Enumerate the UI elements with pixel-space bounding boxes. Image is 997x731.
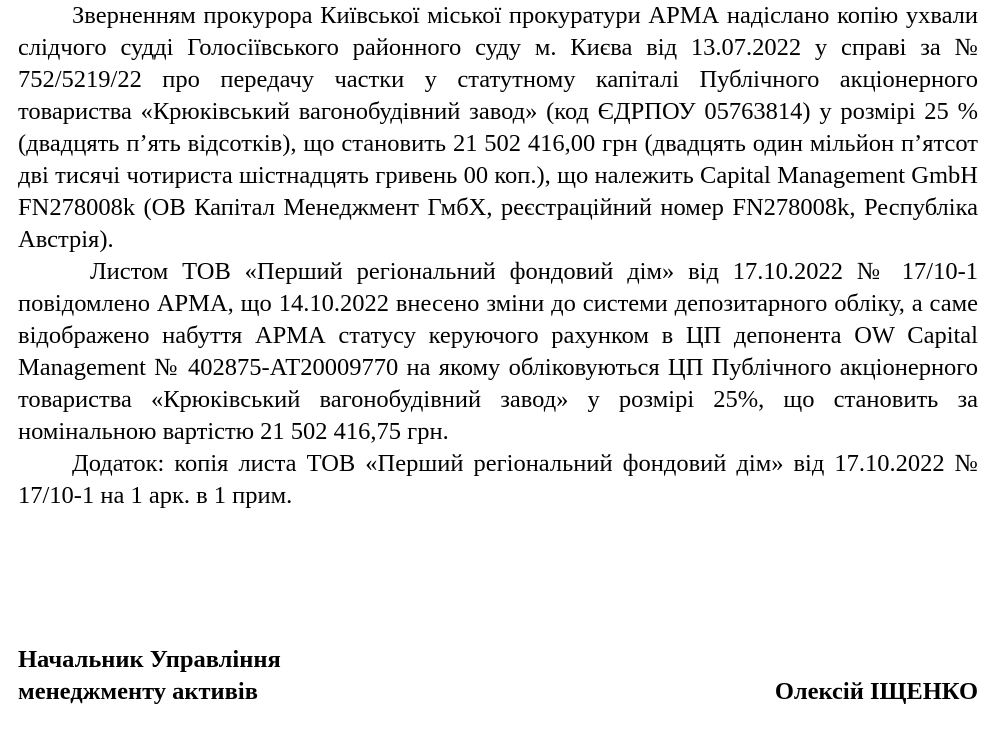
paragraph-prosecutor-appeal: Зверненням прокурора Київської міської прокуратури АРМА надіслано копію ухвали слідчого судді Голосіївського районного суду м. Києва від 13.07.2022 у справі за № 752/5219/22 про передачу частки у статутному капіталі Публічного акціонерного товариства «Крюківський вагонобудівний завод» (код ЄДРПОУ 05763814) у розмірі 25 % (двадцять п’ять відсотків), що становить 21 502 416,00 грн (двадцять один мільйон п’ятсот дві тисячі чотириста шістнадцять гривень 00 коп.), що належить Capital Management GmbH FN278008k (ОВ Капітал Менеджмент ГмбХ, реєстраційний номер FN278008k, Республіка Австрія). (18, 2, 978, 253)
paragraph-attachment: Додаток: копія листа ТОВ «Перший регіональний фондовий дім» від 17.10.2022 № 17/10-1 на 1 арк. в 1 прим. (18, 450, 978, 509)
signatory-position (18, 644, 281, 708)
paragraph-depository-letter: Листом ТОВ «Перший регіональний фондовий дім» від 17.10.2022 № 17/10-1 повідомлено АРМА, що 14.10.2022 внесено зміни до системи депозитарного обліку, а саме відображено набуття АРМА статусу керуючого рахунком в ЦП депонента OW Capital Management № 402875-АТ20009770 на якому обліковуються ЦП Публічного акціонерного товариства «Крюківський вагонобудівний завод» у розмірі 25%, що становить за номінальною вартістю 21 502 416,75 грн. (18, 258, 978, 445)
position-line-2: менеджменту активів (18, 678, 258, 705)
signature-block (18, 644, 978, 708)
signatory-name: Олексій ІЩЕНКО (774, 678, 978, 705)
position-line-1: Начальник Управління (18, 646, 281, 673)
letter-body (18, 0, 978, 512)
